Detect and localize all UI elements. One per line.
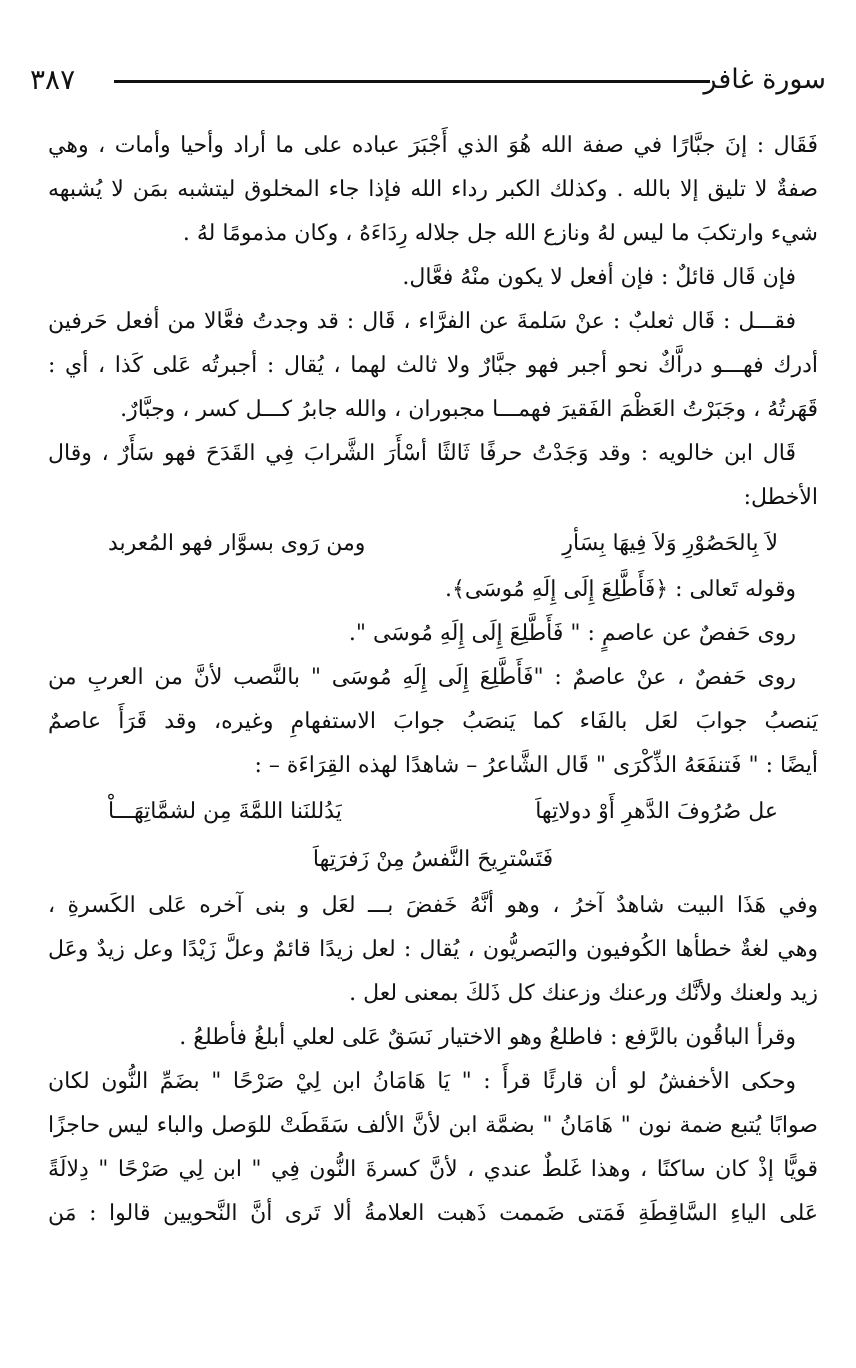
verse-hemistich: يَدُللنَنا اللمَّةَ مِن لشمَّاتِهَـــاْ bbox=[108, 799, 342, 824]
paragraph bbox=[48, 432, 818, 520]
text-line: وحكى الأخفشُ لو أن قارئًا قرأَ : " يَا هَامَانُ ابن لِيْ صَرْحًا " بضَمِّ النُّون لكان bbox=[48, 1069, 796, 1094]
text-line: فَقَال : إنَ جبَّارًا في صفة الله هُوَ الذي أَجْبَرَ عباده على ما أراد وأحيا وأمات ، وهي bbox=[48, 133, 818, 158]
text-line: يَنصبُ جوابَ لعَل بالفَاء كما يَنصَبُ جوابَ الاستفهامِ وغيره، وقد قَرَأَ عاصمٌ bbox=[48, 709, 818, 734]
text-line: زيد ولعنك ولأنَّك ورعنك وزعنك كل ذَلكَ بمعنى لعل . bbox=[349, 981, 818, 1006]
text-line: فإن قَال قائلٌ : فإن أفعل لا يكون منْهُ فعَّال. bbox=[402, 265, 796, 290]
paragraph bbox=[48, 1060, 818, 1236]
verse-hemistich: فَتَسْترِيحَ النَّفسُ مِنْ زَفرَتِهاَ bbox=[312, 847, 554, 872]
verse-hemistich: عل صُرُوفَ الدَّهرِ أَوْ دولاتِهاَ bbox=[535, 799, 778, 824]
text-line: أيضًا : " فَتنفَعَهُ الذِّكْرَى " قَال الشَّاعرُ – شاهدًا لهذه القِرَاءَة – : bbox=[254, 753, 818, 778]
paragraph bbox=[48, 1016, 818, 1060]
text-line: وهي لغةٌ خطأها الكُوفيون والبَصريُّون ، يُقال : لعل زيدًا قائمٌ وعلَّ زَيْدًا وعل زيدٌ وعَل bbox=[48, 937, 818, 962]
text-line: الأخطل: bbox=[743, 485, 818, 510]
text-line: قَهَرتُهُ ، وجَبَرْتُ العَظْمَ الفَقيرَ فهمـــا مجبوران ، والله جابرُ كـــل كسر ، وجبَّارٌ. bbox=[120, 397, 818, 422]
paragraph bbox=[48, 568, 818, 612]
text-line: وفي هَذَا البيت شاهدٌ آخرُ ، وهو أنَّهُ خَفضَ بـــ لعَل و بنى آخره عَلى الكَسرةِ ، bbox=[48, 893, 818, 918]
verse-hemistich: ومن رَوى بسوَّار فهو المُعربد bbox=[108, 531, 366, 556]
text-line: عَلى الياءِ السَّاقِطَةِ فَمَتى ضَممت ذَهبت العلامةُ ألا تَرى أنَّ النَّحويين قالوا : مَن bbox=[48, 1201, 818, 1226]
text-line: صفةٌ لا تليق إلا بالله . وكذلك الكبر رداء الله فإذا جاء المخلوق ليتشبه بمَن لا يُشبهه bbox=[48, 177, 818, 202]
page-header bbox=[30, 62, 826, 102]
text-line: فقـــل : قَال ثعلبٌ : عنْ سَلمةَ عن الفرَّاء ، قَال : قد وجدتُ فعَّالا من أفعل حَرفين bbox=[48, 309, 796, 334]
text-line: صوابًا يُتبع ضمة نون " هَامَانُ " بضمَّة ابن لأنَّ الألف سَقَطَتْ للوَصل والباء ليس حاجزًا bbox=[48, 1113, 818, 1138]
poetry-verse bbox=[48, 788, 818, 836]
text-line: وقرأ الباقُون بالرَّفع : فاطلعُ وهو الاختيار نَسَقٌ عَلى لعلي أبلغُ فأطلعُ . bbox=[179, 1025, 796, 1050]
page-body bbox=[48, 124, 818, 1236]
poetry-verse bbox=[48, 836, 818, 884]
surah-name: سورة غافر bbox=[703, 64, 826, 95]
text-line: قويًّا إذْ كان ساكنًا ، وهذا غَلطٌ عندي ، لأنَّ كسرةَ النُّون فِي " ابن لِي صَرْحًا " دِلالَةً bbox=[48, 1157, 818, 1182]
header-rule bbox=[114, 80, 710, 83]
text-line: شيء وارتكبَ ما ليس لهُ ونازع الله جل جلاله رِدَاءَهُ ، وكان مذمومًا لهُ . bbox=[182, 221, 818, 246]
text-line: وقوله تَعالى : ﴿فَأَطَّلِعَ إِلَى إِلَهِ مُوسَى﴾. bbox=[444, 577, 796, 602]
text-line: أدرك فهـــو دراَّكٌ نحو أجبر فهو جبَّارٌ ولا ثالث لهما ، يُقال : أجبرتُه عَلى كَذا ، أي : bbox=[48, 353, 818, 378]
paragraph bbox=[48, 300, 818, 432]
paragraph bbox=[48, 656, 818, 788]
verse-hemistich: لاَ بِالحَصُوْرِ وَلاَ فِيهَا بِسَأرِ bbox=[562, 531, 778, 556]
text-line: روى حَفصٌ عن عاصمٍ : " فَأَطَّلِعَ إِلَى إِلَهِ مُوسَى ". bbox=[348, 621, 796, 646]
paragraph bbox=[48, 884, 818, 1016]
page-number: ٣٨٧ bbox=[30, 63, 76, 96]
text-line: قَال ابن خالويه : وقد وَجَدْتُ حرفًا ثَالثًا أسْأَرَ الشَّرابَ فِي القَدَحَ فهو سَأَرٌ ، وقال bbox=[48, 441, 796, 466]
paragraph bbox=[48, 256, 818, 300]
paragraph bbox=[48, 124, 818, 256]
poetry-verse bbox=[48, 520, 818, 568]
text-line: روى حَفصٌ ، عنْ عاصمٌ : "فَأَطَّلِعَ إِلَى إِلَهِ مُوسَى " بالنَّصب لأنَّ من العربِ من bbox=[48, 665, 796, 690]
paragraph bbox=[48, 612, 818, 656]
